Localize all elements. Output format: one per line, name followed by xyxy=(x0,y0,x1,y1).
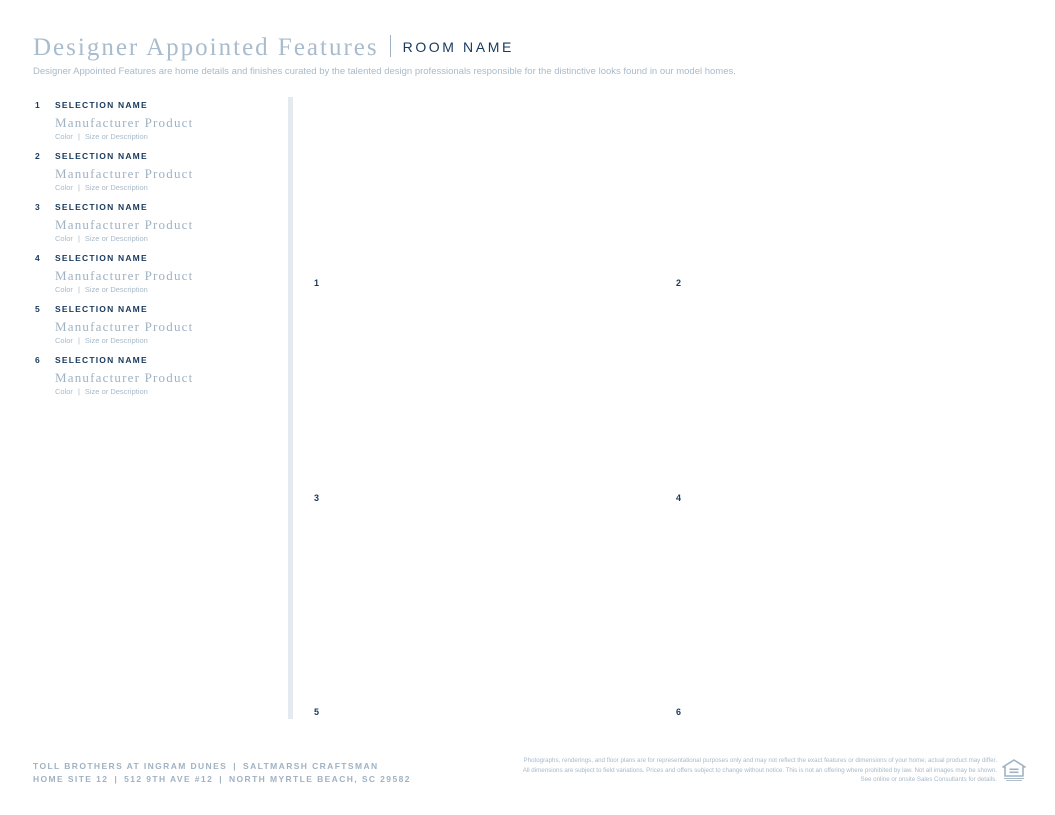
selection-size: Size or Description xyxy=(84,183,148,192)
selection-description xyxy=(55,336,148,345)
footer-address xyxy=(33,760,411,786)
image-label-1: 1 xyxy=(314,278,320,288)
legal-disclaimer: Photographs, renderings, and floor plans are for representational purposes only and may not reflect the exact features or dimensions of your home; actual product may differ. All dimensions are subject to field variations. Prices and offers subject to change without notice. This is not an offering where prohibited by law. Not all images may be shown. See online or onsite Sales Consultants for details. xyxy=(522,757,997,783)
image-label-2: 2 xyxy=(676,278,682,288)
selection-name: SELECTION NAME xyxy=(55,100,148,110)
selection-product: Manufacturer Product xyxy=(55,115,194,130)
selection-description xyxy=(55,183,148,192)
vertical-divider xyxy=(288,97,293,719)
separator: | xyxy=(114,774,119,784)
selection-size: Size or Description xyxy=(84,336,148,345)
room-name: ROOM NAME xyxy=(402,39,514,55)
selection-number: 1 xyxy=(35,100,40,110)
separator: | xyxy=(77,285,80,294)
selection-list xyxy=(33,100,278,406)
selection-description xyxy=(55,132,148,141)
selection-color: Color xyxy=(55,336,73,345)
selection-number: 2 xyxy=(35,151,40,161)
selection-item xyxy=(33,304,278,355)
selection-description xyxy=(55,387,148,396)
selection-name: SELECTION NAME xyxy=(55,202,148,212)
footer-line-1 xyxy=(33,760,411,773)
selection-number: 4 xyxy=(35,253,40,263)
page-subtitle: Designer Appointed Features are home details and finishes curated by the talented design professionals responsible for the distinctive looks found in our model homes. xyxy=(33,66,736,77)
separator: | xyxy=(77,183,80,192)
selection-size: Size or Description xyxy=(84,285,148,294)
selection-item xyxy=(33,151,278,202)
selection-color: Color xyxy=(55,387,73,396)
title-row xyxy=(33,34,514,62)
selection-number: 3 xyxy=(35,202,40,212)
selection-name: SELECTION NAME xyxy=(55,253,148,263)
footer-model: SALTMARSH CRAFTSMAN xyxy=(243,761,379,771)
selection-size: Size or Description xyxy=(84,234,148,243)
selection-name: SELECTION NAME xyxy=(55,151,148,161)
separator: | xyxy=(77,132,80,141)
footer-home-site: HOME SITE 12 xyxy=(33,774,109,784)
selection-item xyxy=(33,355,278,406)
selection-description xyxy=(55,234,148,243)
selection-color: Color xyxy=(55,183,73,192)
selection-product: Manufacturer Product xyxy=(55,370,194,385)
selection-name: SELECTION NAME xyxy=(55,304,148,314)
selection-color: Color xyxy=(55,285,73,294)
selection-color: Color xyxy=(55,132,73,141)
selection-description xyxy=(55,285,148,294)
image-label-3: 3 xyxy=(314,493,320,503)
footer-street: 512 9TH AVE #12 xyxy=(124,774,214,784)
separator: | xyxy=(77,336,80,345)
selection-number: 6 xyxy=(35,355,40,365)
title-divider xyxy=(390,35,391,57)
selection-product: Manufacturer Product xyxy=(55,268,194,283)
separator: | xyxy=(219,774,223,784)
selection-name: SELECTION NAME xyxy=(55,355,148,365)
separator: | xyxy=(77,387,80,396)
selection-item xyxy=(33,202,278,253)
selection-item xyxy=(33,253,278,304)
selection-product: Manufacturer Product xyxy=(55,319,194,334)
footer-line-2 xyxy=(33,773,411,786)
page-title: Designer Appointed Features xyxy=(33,34,379,61)
selection-number: 5 xyxy=(35,304,40,314)
selection-product: Manufacturer Product xyxy=(55,166,194,181)
image-label-4: 4 xyxy=(676,493,682,503)
selection-size: Size or Description xyxy=(84,132,148,141)
selection-product: Manufacturer Product xyxy=(55,217,194,232)
selection-color: Color xyxy=(55,234,73,243)
selection-size: Size or Description xyxy=(84,387,148,396)
image-label-6: 6 xyxy=(676,707,682,717)
selection-item xyxy=(33,100,278,151)
separator: | xyxy=(77,234,80,243)
equal-housing-opportunity-icon xyxy=(1002,758,1026,782)
footer-city: NORTH MYRTLE BEACH, SC 29582 xyxy=(228,774,411,784)
footer-community: TOLL BROTHERS AT INGRAM DUNES xyxy=(33,761,228,771)
separator: | xyxy=(233,761,238,771)
image-label-5: 5 xyxy=(314,707,320,717)
